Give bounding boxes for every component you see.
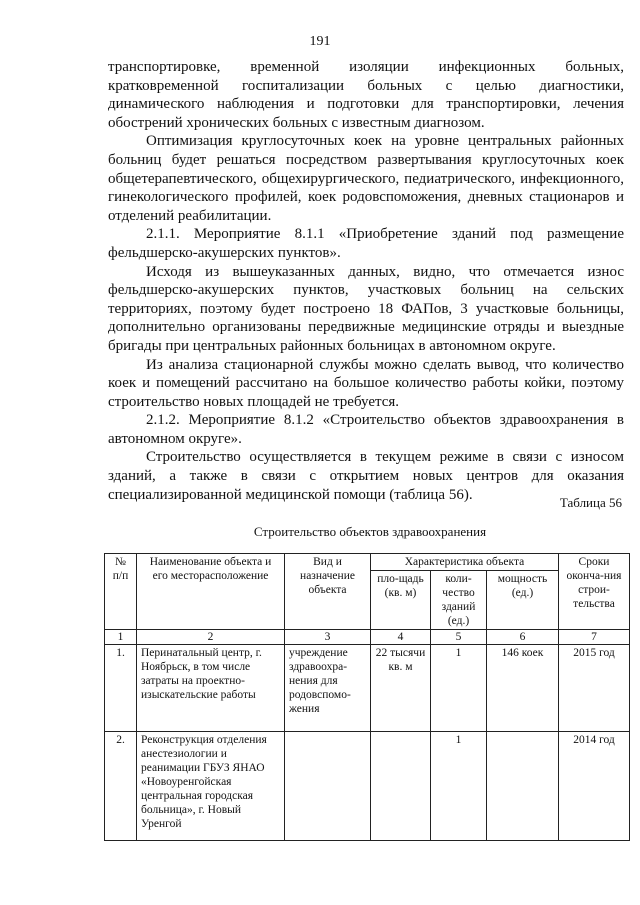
row-type: учреждение здравоохра-нения для родовспомо-жения [285,645,371,732]
row-deadline: 2014 год [559,732,630,841]
column-number: 5 [431,630,487,645]
row-area: 22 тысячи кв. м [371,645,431,732]
paragraph-measure-8-1-2: 2.1.2. Мероприятие 8.1.2 «Строительство объектов здравоохранения в автономном округе». [108,412,624,447]
column-number: 4 [371,630,431,645]
header-characteristics: Характеристика объекта [371,554,559,571]
header-power: мощность (ед.) [487,571,559,630]
paragraph-inpatient-analysis: Из анализа стационарной службы можно сделать вывод, что количество коек и помещений рассчитано на большое количество работы койки, поэтому строительство новых площадей не требуется. [108,356,624,410]
header-count: коли-чество зданий (ед.) [431,571,487,630]
header-num: № п/п [105,554,137,630]
header-area: пло-щадь (кв. м) [371,571,431,630]
row-area [371,732,431,841]
row-type [285,732,371,841]
table-header-row [105,554,630,571]
row-name: Перинатальный центр, г. Ноябрьск, в том числе затраты на проектно-изыскательские работы [137,645,285,732]
header-name: Наименование объекта и его месторасположение [137,554,285,630]
header-type: Вид и назначение объекта [285,554,371,630]
paragraph-optimization: Оптимизация круглосуточных коек на уровне центральных районных больниц будет решаться посредством развертывания круглосуточных коек общетерапевтического, общехирургического, педиатрического, инфекционного, гинекологического профилей, коек родовспоможения, дневных стационаров и отделений реабилитации. [108,133,624,224]
table-row [105,645,630,732]
body-text [108,58,624,504]
row-num: 2. [105,732,137,841]
header-deadline: Сроки оконча-ния строи-тельства [559,554,630,630]
row-power [487,732,559,841]
table-row [105,732,630,841]
paragraph-construction-mode: Строительство осуществляется в текущем режиме в связи с износом зданий, а также в связи с открытием новых центров для оказания специализированной медицинской помощи (таблица 56). [108,449,624,503]
row-num: 1. [105,645,137,732]
row-name: Реконструкция отделения анестезиологии и реанимации ГБУЗ ЯНАО «Новоуренгойская центральная городская больница», г. Новый Уренгой [137,732,285,841]
column-number: 6 [487,630,559,645]
paragraph-fap-construction: Исходя из вышеуказанных данных, видно, что отмечается износ фельдшерско-акушерских пунктов, участковых больниц на сельских территориях, поэтому будет построено 18 ФАПов, 3 участковые больницы, дополнительно организованы передвижные медицинские отряды и выездные бригады при центральных районных больницах в автономном округе. [108,263,624,354]
row-deadline: 2015 год [559,645,630,732]
column-number: 1 [105,630,137,645]
table-label: Таблица 56 [559,495,622,510]
row-power: 146 коек [487,645,559,732]
construction-table [104,553,630,841]
column-number: 2 [137,630,285,645]
column-number: 3 [285,630,371,645]
column-number: 7 [559,630,630,645]
row-count: 1 [431,645,487,732]
row-count: 1 [431,732,487,841]
column-number-row [105,630,630,645]
paragraph-measure-8-1-1: 2.1.1. Мероприятие 8.1.1 «Приобретение зданий под размещение фельдшерско-акушерских пунктов». [108,226,624,261]
page-number: 191 [309,34,331,49]
paragraph-continuation: транспортировке, временной изоляции инфекционных больных, кратковременной госпитализации больных с целью диагностики, динамического наблюдения и подготовки для транспортировки, лечения обострений хронических больных с известным диагнозом. [108,59,624,131]
table-title: Строительство объектов здравоохранения [253,524,487,539]
